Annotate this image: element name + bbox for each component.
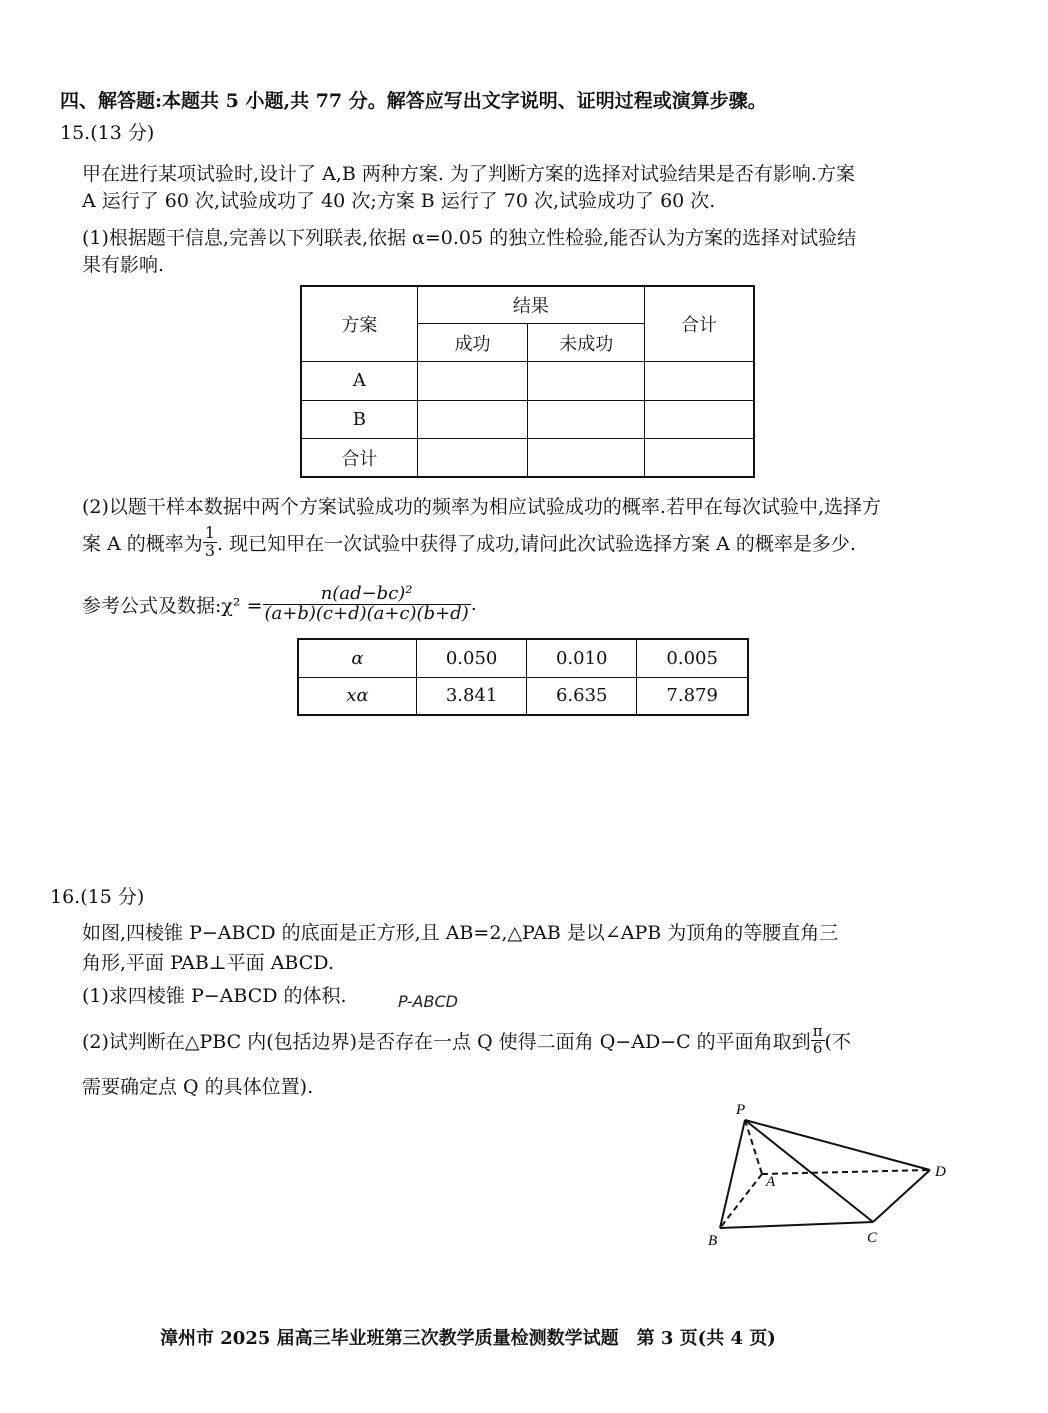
page-footer: 漳州市 2025 届高三毕业班第三次教学质量检测数学试题 第 3 页(共 4 页) xyxy=(160,1328,776,1349)
q15-part2-line1: (2)以题干样本数据中两个方案试验成功的频率为相应试验成功的概率.若甲在每次试验中,选择方 xyxy=(82,496,881,518)
q15-part2-text-b: . 现已知甲在一次试验中获得了成功,请问此次试验选择方案 A 的概率是多少. xyxy=(217,532,856,555)
q15-intro-line2: A 运行了 60 次,试验成功了 40 次;方案 B 运行了 70 次,试验成功了 60 次. xyxy=(82,190,716,212)
handwritten-note: P-ABCD xyxy=(398,992,458,1011)
critical-value-table xyxy=(297,638,749,716)
formula-line xyxy=(82,578,477,630)
edge-pb xyxy=(720,1120,745,1228)
header-success: 成功 xyxy=(417,323,528,361)
vertex-label-c: C xyxy=(867,1230,878,1246)
header-plan: 方案 xyxy=(301,286,417,362)
vertex-label-a: A xyxy=(766,1174,776,1190)
header-result: 结果 xyxy=(417,286,644,323)
q16-part2-text-b: (不 xyxy=(824,1030,851,1053)
q15-intro-line1: 甲在进行某项试验时,设计了 A,B 两种方案. 为了判断方案的选择对试验结果是否有影响.方案 xyxy=(82,163,855,185)
header-total: 合计 xyxy=(645,286,754,362)
alpha-value: 0.005 xyxy=(637,639,748,677)
alpha-label: α xyxy=(298,639,417,677)
q16-fraction-numerator: π xyxy=(812,1021,823,1040)
q16-label: 16.(15 分) xyxy=(50,886,145,908)
vertex-label-b: B xyxy=(708,1233,718,1249)
q15-part2-text-a: 案 A 的概率为 xyxy=(82,532,203,555)
q16-line1: 如图,四棱锥 P−ABCD 的底面是正方形,且 AB=2,△PAB 是以∠APB 为顶角的等腰直角三 xyxy=(82,922,839,944)
cell-total-total xyxy=(645,439,754,477)
q16-part2-line2: 需要确定点 Q 的具体位置). xyxy=(82,1076,314,1098)
q15-part2-line2 xyxy=(82,518,856,566)
vertex-label-d: D xyxy=(935,1164,946,1180)
q16-part2-fraction xyxy=(811,1021,825,1057)
header-fail: 未成功 xyxy=(528,323,645,361)
cell-total-fail xyxy=(528,439,645,477)
alpha-value: 0.050 xyxy=(417,639,527,677)
q16-fraction-denominator: 6 xyxy=(812,1038,823,1057)
edge-ad xyxy=(762,1170,930,1174)
alpha-value: 0.010 xyxy=(527,639,637,677)
section-header: 四、解答题:本题共 5 小题,共 77 分。解答应写出文字说明、证明过程或演算步骤。 xyxy=(60,90,767,112)
row-label-a: A xyxy=(301,362,417,400)
cell-b-total xyxy=(645,400,754,438)
cell-a-fail xyxy=(528,362,645,400)
q16-part2-line1 xyxy=(82,1018,851,1062)
formula-end: . xyxy=(470,593,477,615)
critical-value: 6.635 xyxy=(527,677,637,715)
vertex-label-p: P xyxy=(736,1102,746,1118)
x-alpha-label: xα xyxy=(298,677,417,715)
edge-pa xyxy=(745,1120,762,1174)
critical-value: 3.841 xyxy=(417,677,527,715)
edge-bc xyxy=(720,1222,873,1228)
chi-square-fraction xyxy=(263,582,471,624)
cell-a-total xyxy=(645,362,754,400)
cell-total-success xyxy=(417,439,528,477)
edge-cd xyxy=(873,1170,930,1222)
edge-pd xyxy=(745,1120,930,1170)
formula-denominator: (a+b)(c+d)(a+c)(b+d) xyxy=(264,602,469,624)
formula-numerator: n(ad−bc)² xyxy=(263,585,471,605)
cell-b-success xyxy=(417,400,528,438)
q16-line2: 角形,平面 PAB⊥平面 ABCD. xyxy=(82,952,334,974)
q15-fraction-numerator: 1 xyxy=(204,522,215,542)
q16-part2-text-a: (2)试判断在△PBC 内(包括边界)是否存在一点 Q 使得二面角 Q−AD−C 的平面角取到 xyxy=(82,1030,811,1053)
row-label-total: 合计 xyxy=(301,439,417,477)
cell-b-fail xyxy=(528,400,645,438)
contingency-table xyxy=(300,285,755,478)
q15-part1-line1: (1)根据题干信息,完善以下列联表,依据 α=0.05 的独立性检验,能否认为方案的选择对试验结 xyxy=(82,227,857,249)
formula-label: 参考公式及数据:χ² = xyxy=(82,594,263,617)
row-label-b: B xyxy=(301,400,417,438)
q15-label: 15.(13 分) xyxy=(60,122,155,144)
q15-fraction-denominator: 3 xyxy=(204,540,215,560)
critical-value: 7.879 xyxy=(637,677,748,715)
pyramid-figure xyxy=(690,1090,970,1250)
cell-a-success xyxy=(417,362,528,400)
q15-part1-line2: 果有影响. xyxy=(82,254,165,276)
q16-part1: (1)求四棱锥 P−ABCD 的体积. xyxy=(82,985,347,1007)
q15-part2-fraction xyxy=(203,522,217,560)
